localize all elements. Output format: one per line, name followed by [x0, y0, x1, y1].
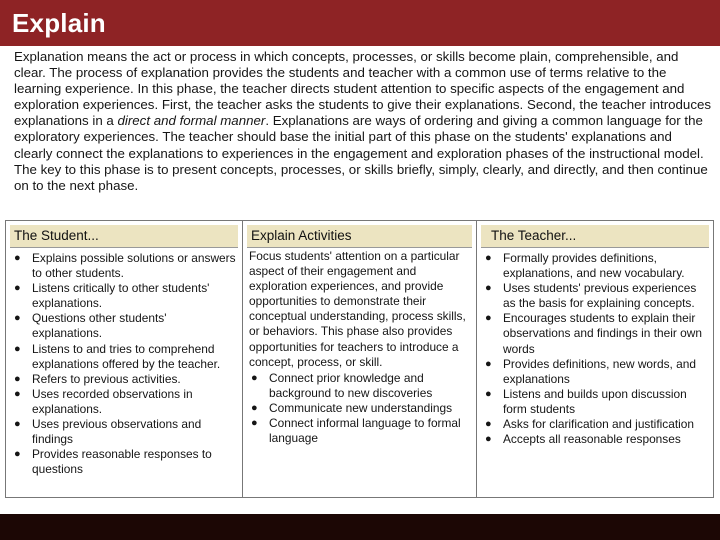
teacher-list — [483, 251, 709, 447]
bullet-icon: ● — [14, 342, 21, 355]
bullet-icon: ● — [485, 252, 492, 264]
footer-bar — [0, 514, 720, 540]
list-item — [483, 432, 709, 447]
bullet-icon: ● — [485, 433, 492, 446]
slide-title: Explain — [12, 8, 106, 38]
list-item-text: Provides reasonable responses to questions — [32, 447, 212, 477]
list-item-text: Listens and builds upon discussion form students — [503, 386, 687, 416]
bullet-icon: ● — [14, 312, 21, 325]
list-item — [249, 371, 472, 401]
list-item-text: Asks for clarification and justification — [503, 417, 694, 432]
list-item — [249, 401, 472, 416]
list-item — [483, 311, 709, 356]
list-item-text: Refers to previous activities. — [32, 371, 181, 386]
list-item-text: Uses previous observations and findings — [32, 417, 202, 447]
list-item-text: Communicate new understandings — [269, 400, 453, 415]
student-list — [12, 251, 238, 477]
bullet-icon: ● — [14, 387, 21, 400]
list-item-text: Encourages students to explain their observations and findings in their own words — [503, 311, 702, 356]
list-item-text: Questions other students' explanations. — [32, 311, 167, 341]
explain-phase-table — [5, 220, 714, 498]
bullet-icon: ● — [485, 282, 492, 295]
intro-emphasis: direct and formal manner — [117, 113, 266, 129]
list-item-text: Connect informal language to formal language — [269, 416, 461, 446]
list-item — [483, 387, 709, 417]
list-item — [483, 417, 709, 432]
bullet-icon: ● — [14, 418, 21, 431]
activities-paragraph: Focus students' attention on a particular aspect of their engagement and exploration experiences, and provide opportunities to demonstrate their conceptual understanding, process skills, or behaviors. This phase also provides opportunities for teachers to introduce a concept, process, or skill. — [249, 249, 466, 369]
student-column — [6, 221, 243, 497]
list-item-text: Explains possible solutions or answers to other students. — [32, 251, 236, 281]
intro-text-after: . Explanations are ways of ordering and giving a common language for the exploratory experiences. The teacher should base the initial part of this phase on the students' explanations and clearly connect the explanations to experiences in the engagement and exploration phases of the instructional model. The key to this phase is to present concepts, processes, or skills briefly, simply, clearly, and directly, and then continue on to the next phase. — [14, 113, 708, 193]
bullet-icon: ● — [14, 252, 21, 264]
activities-list — [249, 371, 472, 446]
list-item — [12, 342, 238, 372]
list-item — [12, 281, 238, 311]
list-item-text: Uses students' previous experiences as the basis for explaining concepts. — [503, 281, 697, 311]
bullet-icon: ● — [14, 448, 21, 461]
activities-column — [243, 221, 477, 497]
activities-cell — [249, 249, 472, 446]
list-item-text: Formally provides definitions, explanations, and new vocabulary. — [503, 251, 685, 281]
activities-column-header — [247, 225, 472, 248]
intro-paragraph — [14, 49, 712, 194]
list-item-text: Provides definitions, new words, and explanations — [503, 356, 696, 386]
list-item — [249, 416, 472, 446]
bullet-icon: ● — [485, 312, 492, 325]
bullet-icon: ● — [251, 401, 258, 414]
bullet-icon: ● — [485, 357, 492, 370]
list-item — [12, 447, 238, 477]
intro-text-before: Explanation means the act or process in which concepts, processes, or skills become plain, comprehensible, and clear. The process of explanation provides the students and teacher with a common use of terms relative to the learning experience. In this phase, the teacher directs student attention to specific aspects of the engagement and exploration experiences. First, the teacher asks the students to give their explanations. Second, the teacher introduces explanations in a — [14, 49, 712, 129]
activities-header-label: Explain Activities — [251, 228, 352, 243]
teacher-column — [477, 221, 713, 497]
title-bar — [0, 0, 720, 46]
list-item-text: Connect prior knowledge and background to new discoveries — [269, 370, 433, 400]
list-item-text: Listens to and tries to comprehend explanations offered by the teacher. — [32, 341, 221, 371]
teacher-column-header — [481, 225, 709, 248]
list-item — [483, 357, 709, 387]
list-item-text: Accepts all reasonable responses — [503, 432, 681, 447]
list-item-text: Uses recorded observations in explanations. — [32, 386, 193, 416]
student-cell — [12, 251, 238, 477]
bullet-icon: ● — [14, 372, 21, 385]
list-item — [12, 372, 238, 387]
list-item — [483, 251, 709, 281]
bullet-icon: ● — [251, 371, 258, 384]
list-item-text: Listens critically to other students' explanations. — [32, 281, 210, 311]
bullet-icon: ● — [14, 282, 21, 295]
student-header-label: The Student... — [14, 228, 99, 243]
bullet-icon: ● — [485, 418, 492, 431]
student-column-header — [10, 225, 238, 248]
list-item — [12, 311, 238, 341]
teacher-cell — [483, 251, 709, 447]
bullet-icon: ● — [485, 387, 492, 400]
list-item — [12, 417, 238, 447]
teacher-header-label: The Teacher... — [491, 228, 577, 243]
bullet-icon: ● — [251, 417, 258, 430]
list-item — [12, 387, 238, 417]
list-item — [483, 281, 709, 311]
list-item — [12, 251, 238, 281]
